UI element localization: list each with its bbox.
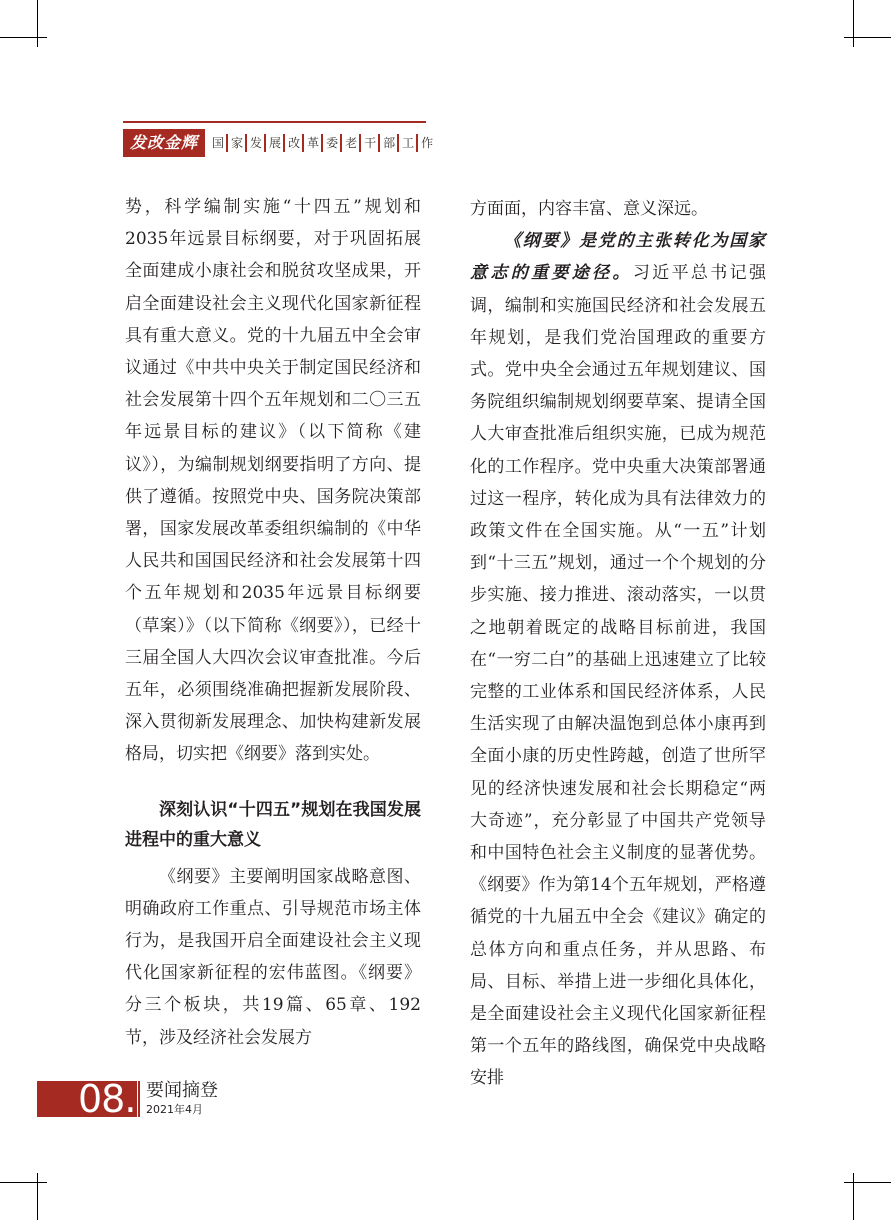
issue-date: 2021年4月 [146, 1103, 203, 1116]
body-paragraph: 《纲要》主要阐明国家战略意图、明确政府工作重点、引导规范市场主体行为，是我国开启全面建设社会主义现代化国家新征程的宏伟蓝图。《纲要》分三个板块，共19篇、65章、192节，涉及经济社会发展方 [125, 866, 421, 1048]
page-number: 08. [78, 1077, 136, 1121]
crop-mark [0, 1182, 47, 1183]
header-char: 发 [245, 134, 264, 152]
header-char: 委 [321, 134, 340, 152]
header-char: 工 [397, 134, 416, 152]
header-char: 老 [340, 134, 359, 152]
header-char: 部 [378, 134, 397, 152]
left-column [125, 191, 421, 1054]
crop-mark [37, 0, 38, 47]
header-rule [123, 121, 426, 123]
crop-mark [844, 37, 891, 38]
crop-mark [0, 37, 47, 38]
crop-mark [844, 1182, 891, 1183]
header-subtitle [212, 134, 435, 152]
header-char: 干 [359, 134, 378, 152]
header-char: 家 [226, 134, 245, 152]
header-char: 革 [302, 134, 321, 152]
footer-divider [138, 1081, 140, 1117]
body-paragraph: 势，科学编制实施“十四五”规划和2035年远景目标纲要，对于巩固拓展全面建成小康社会和脱贫攻坚成果，开启全面建设社会主义现代化国家新征程具有重大意义。党的十九届五中全会审议通过《中共中央关于制定国民经济和社会发展第十四个五年规划和二〇三五年远景目标的建议》（以下简称《建议》），为编制规划纲要指明了方向、提供了遵循。按照党中央、国务院决策部署，国家发展改革委组织编制的《中华人民共和国国民经济和社会发展第十四个五年规划和2035年远景目标纲要（草案）》（以下简称《纲要》），已经十三届全国人大四次会议审查批准。今后五年，必须围绕准确把握新发展阶段、深入贯彻新发展理念、加快构建新发展格局，切实把《纲要》落到实处。 [125, 197, 421, 765]
header-char: 展 [264, 134, 283, 152]
crop-mark [37, 1173, 38, 1220]
right-column [470, 193, 766, 1095]
header-badge: 发改金辉 [123, 129, 205, 157]
lead-sentence: 《纲要》是党的主张转化为国家意志的重要途径。 [470, 231, 766, 284]
paragraph-text: 习近平总书记强调，编制和实施国民经济和社会发展五年规划，是我们党治国理政的重要方式。党中央全会通过五年规划建议、国务院组织编制规划纲要草案、提请全国人大审查批准后组织实施，已成为规范化的工作程序。党中央重大决策部署通过这一程序，转化成为具有法律效力的政策文件在全国实施。从“一五”计划到“十三五”规划，通过一个个规划的分步实施、接力推进、滚动落实，一以贯之地朝着既定的战略目标前进，我国在“一穷二白”的基础上迅速建立了比较完整的工业体系和国民经济体系，人民生活实现了由解决温饱到总体小康再到全面小康的历史性跨越，创造了世所罕见的经济快速发展和社会长期稳定“两大奇迹”，充分彰显了中国共产党领导和中国特色社会主义制度的显著优势。《纲要》作为第14个五年规划，严格遵循党的十九届五中全会《建议》确定的总体方向和重点任务，并从思路、布局、目标、举措上进一步细化具体化，是全面建设社会主义现代化国家新征程第一个五年的路线图，确保党中央战略安排 [470, 263, 767, 1089]
section-name: 要闻摘登 [146, 1080, 218, 1101]
header-char: 国 [212, 136, 225, 150]
section-heading: 深刻认识“十四五”规划在我国发展进程中的重大意义 [125, 799, 421, 850]
header-char: 作 [416, 134, 435, 152]
header-char: 改 [283, 134, 302, 152]
body-paragraph: 方面面，内容丰富、意义深远。 [470, 199, 708, 219]
crop-mark [853, 1173, 854, 1220]
body-paragraph [470, 225, 766, 1094]
crop-mark [853, 0, 854, 47]
